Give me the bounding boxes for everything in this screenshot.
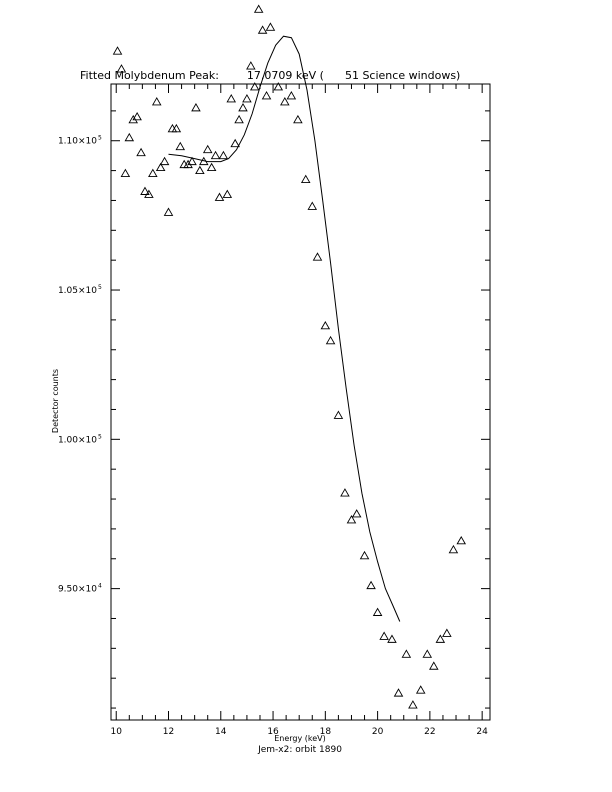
data-point-triangle	[361, 552, 369, 559]
x-axis-label: Energy (keV)	[274, 734, 326, 743]
y-tick-label: 1.00×10	[57, 435, 97, 446]
data-point-triangle	[153, 98, 161, 105]
data-point-triangle	[208, 164, 216, 171]
data-point-triangle	[353, 510, 361, 517]
y-tick-exponent: 5	[98, 433, 102, 441]
data-point-triangle	[443, 629, 451, 636]
y-axis	[58, 111, 490, 708]
data-point-triangle	[133, 113, 141, 120]
x-tick-label: 18	[319, 727, 332, 737]
footer-label: Jem-x2: orbit 1890	[258, 745, 342, 755]
data-point-triangle	[430, 662, 438, 669]
x-tick-label: 20	[371, 727, 384, 737]
data-point-triangle	[287, 92, 295, 99]
x-tick-label: 24	[476, 727, 488, 737]
data-point-triangle	[161, 158, 169, 165]
data-point-triangle	[374, 609, 382, 616]
data-point-triangle	[395, 689, 403, 696]
data-point-triangle	[367, 582, 375, 589]
data-point-triangle	[172, 125, 180, 132]
x-tick-label: 10	[110, 727, 122, 737]
data-point-triangle	[176, 143, 184, 150]
x-tick-label: 14	[215, 727, 227, 737]
data-point-triangle	[417, 686, 425, 693]
y-axis-label: Detector counts	[51, 368, 60, 434]
plot-frame	[111, 84, 490, 720]
data-point-triangle	[388, 635, 396, 642]
x-axis	[111, 84, 489, 737]
data-point-triangle	[294, 116, 302, 123]
data-point-triangle	[114, 47, 122, 54]
data-point-triangle	[149, 170, 157, 177]
data-point-triangle	[192, 104, 200, 111]
data-point-triangle	[341, 489, 349, 496]
data-point-triangle	[321, 322, 329, 329]
data-point-triangle	[302, 176, 310, 183]
y-tick-label: 9.50×10	[57, 584, 97, 595]
data-point-triangle	[215, 193, 223, 200]
data-point-triangle	[263, 92, 271, 99]
data-series	[114, 5, 466, 708]
fit-curve	[169, 36, 400, 621]
data-point-triangle	[231, 140, 239, 147]
x-tick-label: 12	[162, 727, 175, 737]
data-point-triangle	[449, 546, 457, 553]
data-point-triangle	[165, 208, 173, 215]
data-point-triangle	[204, 146, 212, 153]
plot-border	[111, 84, 490, 720]
y-tick-exponent: 5	[98, 284, 102, 292]
data-point-triangle	[121, 170, 129, 177]
data-point-triangle	[227, 95, 235, 102]
data-point-triangle	[223, 190, 231, 197]
data-point-triangle	[125, 134, 133, 141]
data-point-triangle	[243, 95, 251, 102]
y-tick-label: 1.10×10	[57, 136, 97, 147]
data-point-triangle	[212, 152, 220, 159]
y-tick-exponent: 4	[98, 582, 102, 590]
data-point-triangle	[196, 167, 204, 174]
data-point-triangle	[168, 125, 176, 132]
data-point-triangle	[313, 253, 321, 260]
data-point-triangle	[327, 337, 335, 344]
x-tick-label: 16	[267, 727, 279, 737]
data-point-triangle	[457, 537, 465, 544]
data-point-triangle	[409, 701, 417, 708]
data-point-triangle	[239, 104, 247, 111]
chart-title: Fitted Molybdenum Peak: 17.0709 keV ( 51 Science windows)	[80, 69, 461, 82]
y-tick-exponent: 5	[98, 134, 102, 142]
data-point-triangle	[380, 632, 388, 639]
data-point-triangle	[334, 411, 342, 418]
data-point-triangle	[259, 26, 267, 33]
data-point-triangle	[235, 116, 243, 123]
data-point-triangle	[402, 650, 410, 657]
data-point-triangle	[137, 149, 145, 156]
data-point-triangle	[180, 161, 188, 168]
y-tick-label: 1.05×10	[57, 286, 97, 297]
data-point-triangle	[141, 187, 149, 194]
data-point-triangle	[255, 5, 263, 12]
data-point-triangle	[423, 650, 431, 657]
data-point-triangle	[219, 152, 227, 159]
x-tick-label: 22	[424, 727, 436, 737]
data-point-triangle	[308, 202, 316, 209]
data-point-triangle	[266, 23, 274, 30]
